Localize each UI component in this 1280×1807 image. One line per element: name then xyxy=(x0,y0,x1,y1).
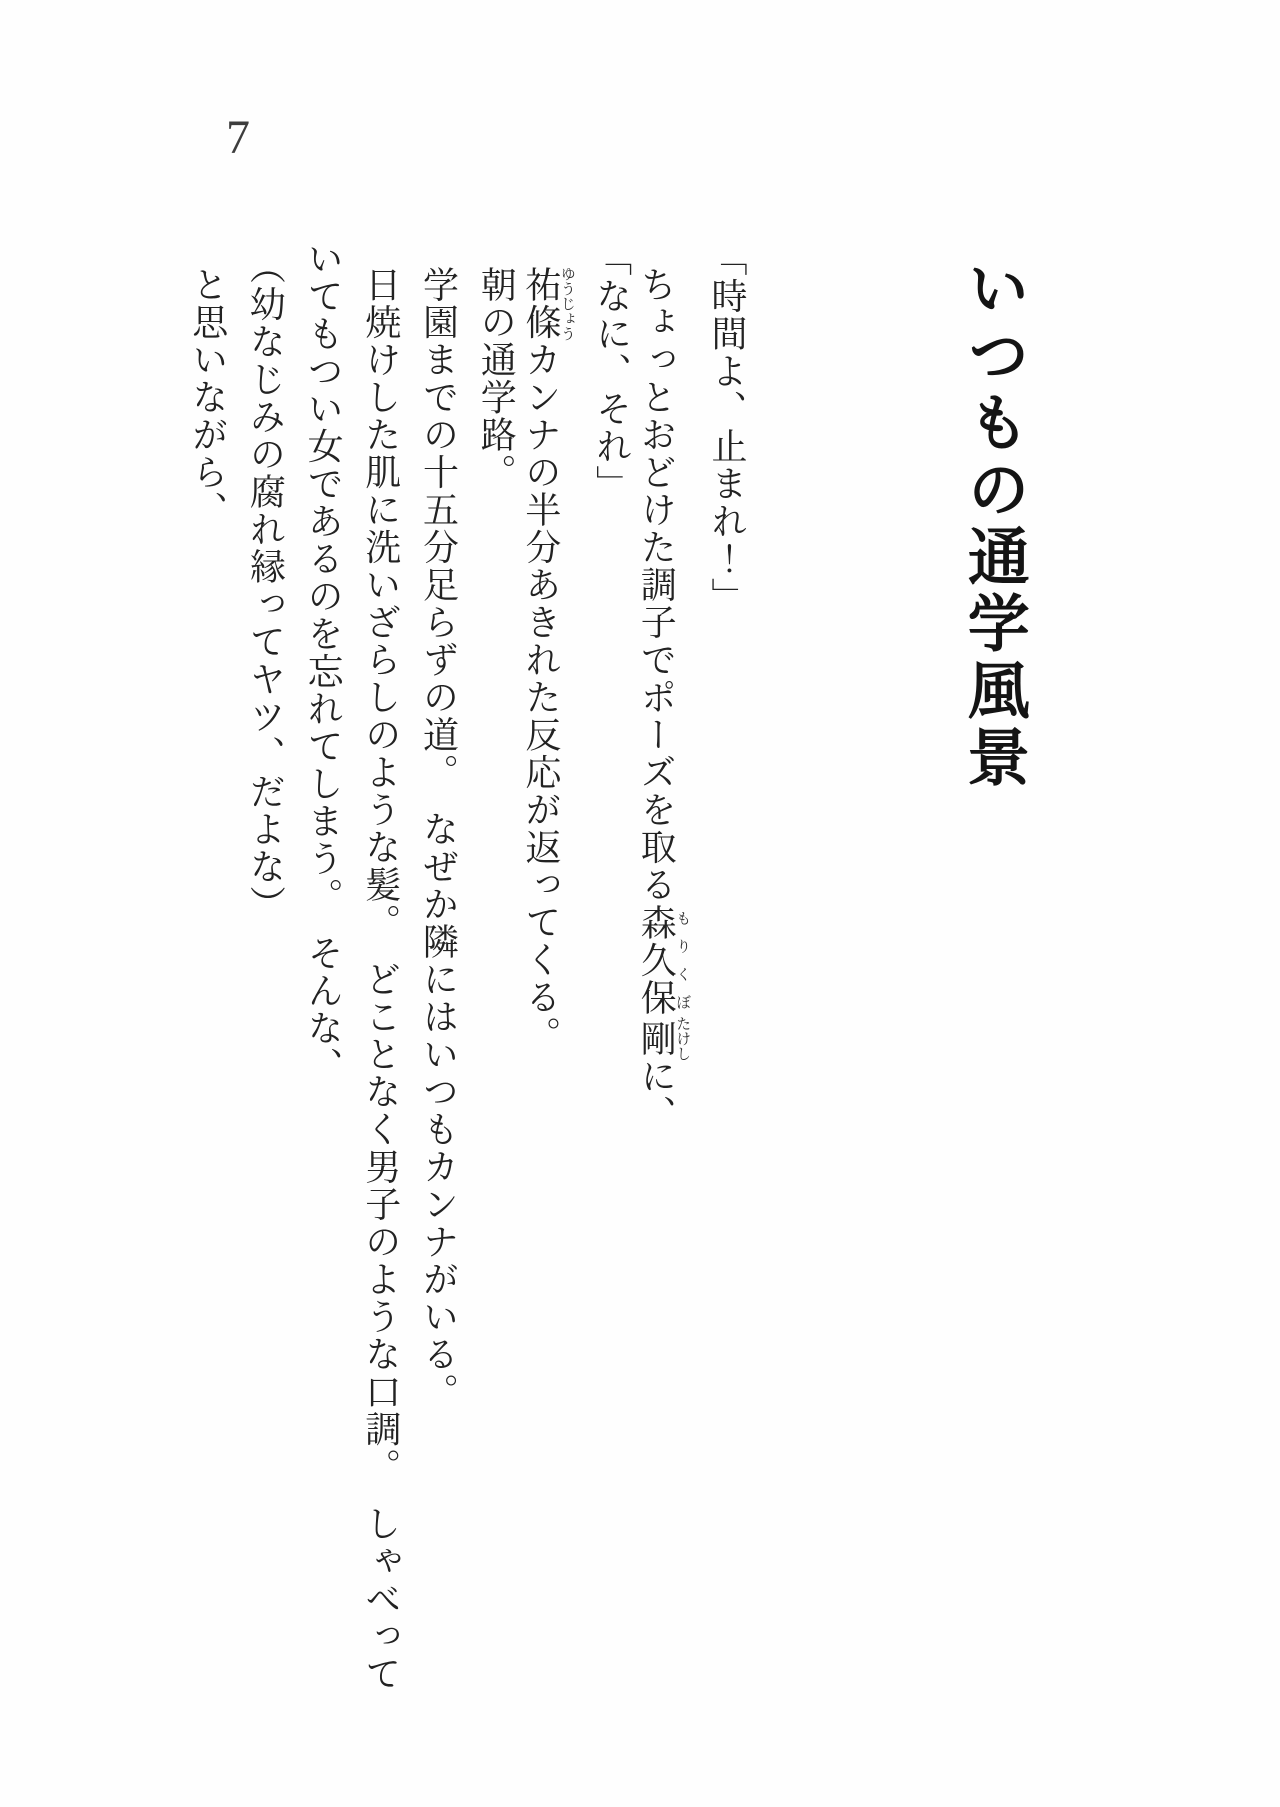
furigana: たけし xyxy=(674,1016,691,1061)
ruby-annotated-text: 森久保もりくぼ xyxy=(636,903,691,1016)
text-column-dialogue: 「時間よ、止まれ！」 xyxy=(707,240,747,615)
ruby-annotated-text: 祐條ゆうじょう xyxy=(520,266,575,341)
page-number: 7 xyxy=(226,111,250,164)
text-column-narration: 祐條ゆうじょうカンナの半分あきれた反応が返ってくる。 xyxy=(520,266,575,1054)
text-column-narration: ちょっとおどけた調子でポーズを取る森久保もりくぼ剛たけしに、 xyxy=(636,266,691,1133)
ruby-annotated-text: 剛たけし xyxy=(636,1016,691,1061)
text-column-thought: （幼なじみの腐れ縁ってヤツ、だよな） xyxy=(245,248,286,923)
text-column-dialogue: 「なに、それ」 xyxy=(591,240,632,503)
furigana: もりくぼ xyxy=(674,903,691,1016)
text-column-narration: 朝の通学路。 xyxy=(476,266,517,491)
text-column-narration: 学園までの十五分足らずの道。 なぜか隣にはいつもカンナがいる。 xyxy=(418,266,459,1411)
chapter-title: いつもの通学風景 xyxy=(958,256,1028,792)
text-column-continuation: いてもつい女であるのを忘れてしまう。 そんな、 xyxy=(303,240,344,1085)
furigana: ゆうじょう xyxy=(558,266,575,341)
text-column-narration: と思いながら、 xyxy=(187,266,228,529)
text-column-narration: 日焼けした肌に洗いざらしのような髪。 どことなく男子のような口調。 しゃべって xyxy=(360,266,401,1693)
